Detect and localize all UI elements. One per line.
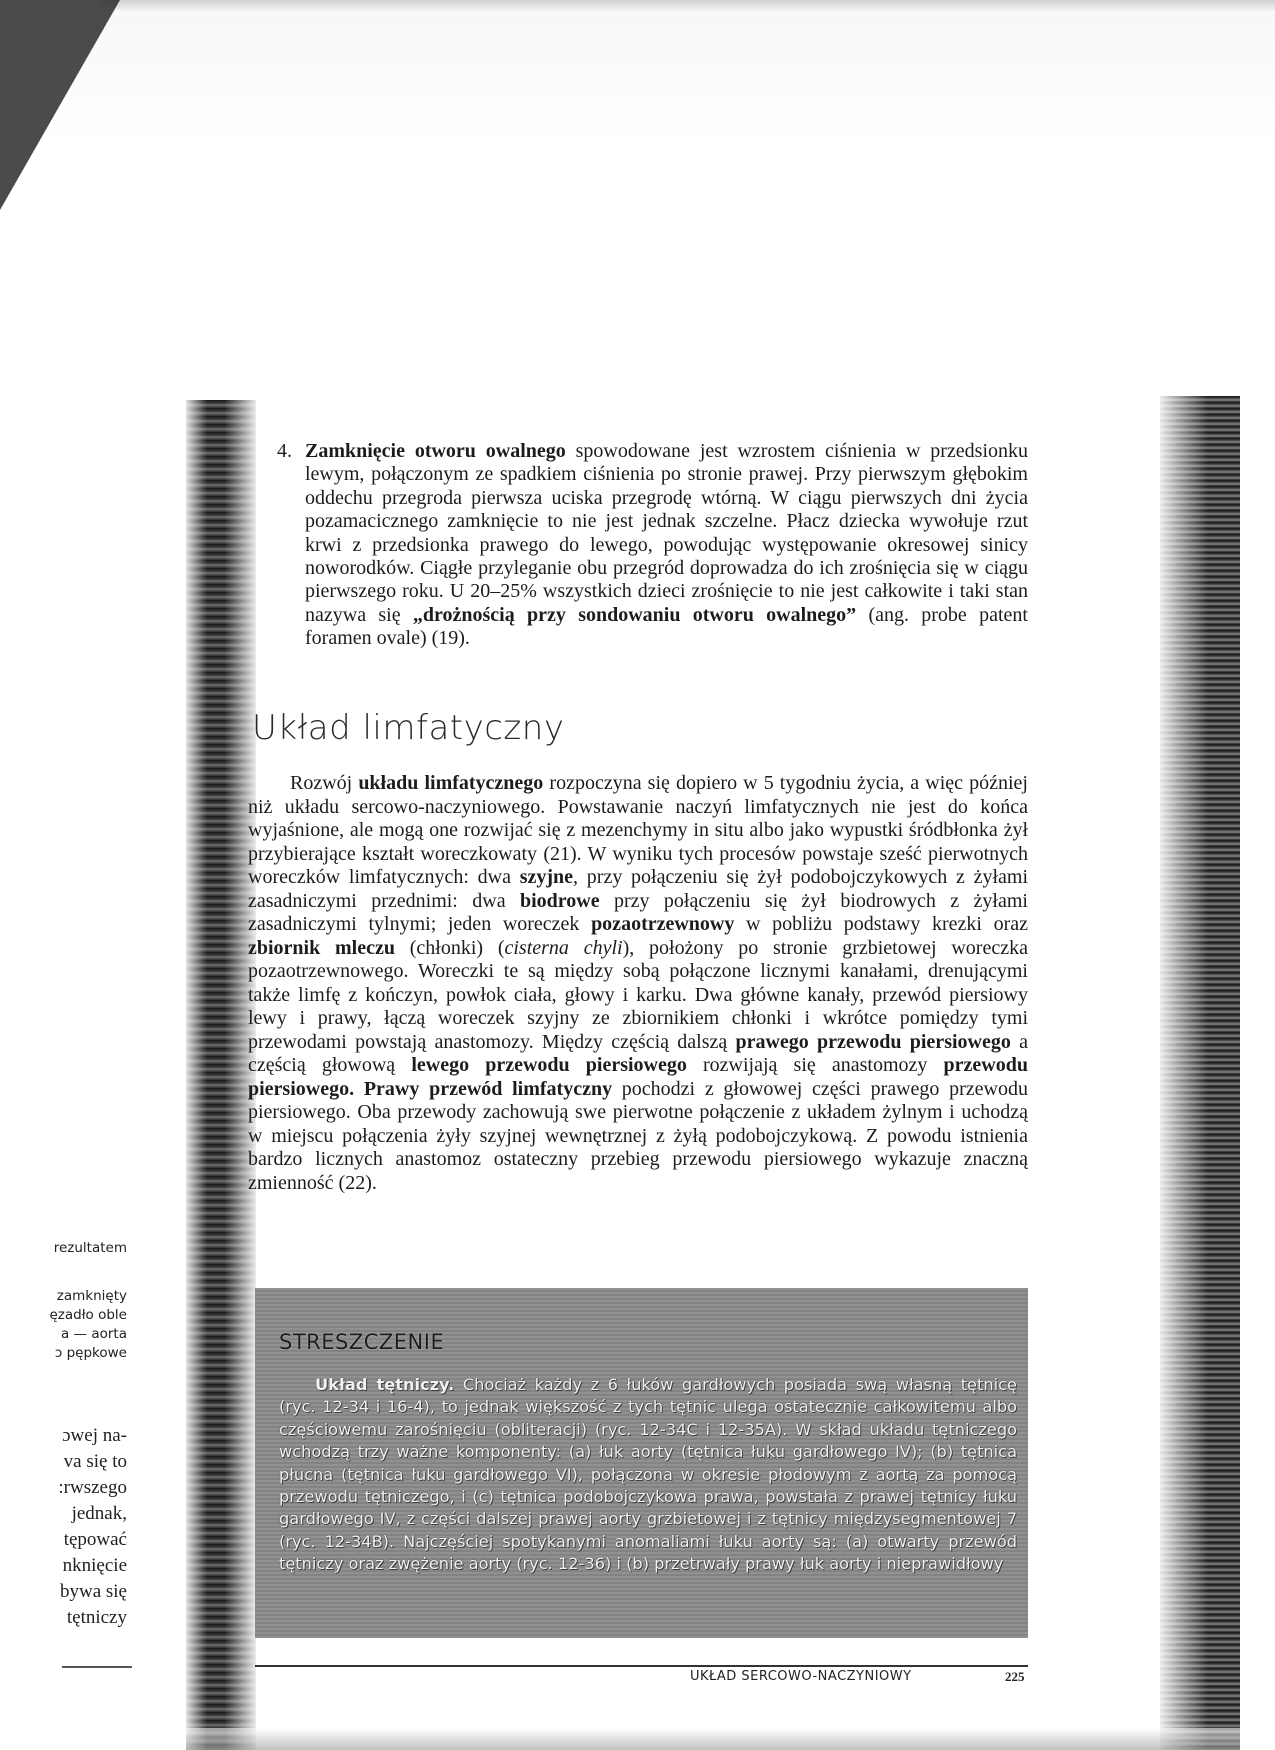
text-run: przy połączeniu się żył biodrowych z żyłami zasadniczymi tylnymi; jeden woreczek xyxy=(248,889,1028,935)
footer-section-title: UKŁAD SERCOWO-NACZYNIOWY xyxy=(690,1669,912,1684)
summary-box xyxy=(255,1288,1028,1638)
footer-rule xyxy=(255,1665,1028,1667)
summary-title: STRESZCZENIE xyxy=(279,1330,445,1354)
bold-term: pozaotrzewnowy xyxy=(591,913,735,935)
binding-shadow-left xyxy=(186,400,256,1750)
left-page-fragment: nknięcie xyxy=(62,1555,127,1576)
italic-term: cisterna chyli xyxy=(504,936,623,959)
bold-term: szyjne xyxy=(519,866,574,888)
text-run: a częścią głowową xyxy=(248,1030,1028,1076)
left-page-fragment: rezultatem xyxy=(53,1240,127,1256)
item-4-paragraph xyxy=(255,440,1028,651)
left-page-fragment: ęzadło oble xyxy=(49,1307,127,1323)
left-page-fragment: jednak, xyxy=(71,1503,127,1524)
text-run: Rozwój xyxy=(290,772,359,794)
left-page-fragment: ɔwej na- xyxy=(62,1425,127,1446)
bold-term: układu limfatycznego xyxy=(358,772,544,794)
page-number: 225 xyxy=(1005,1669,1025,1684)
folded-corner xyxy=(0,0,120,210)
left-page-fragment: zamknięty xyxy=(56,1288,127,1304)
text-run: (chłonki) ( xyxy=(394,936,505,959)
left-page-fragment: tępować xyxy=(63,1529,127,1550)
summary-body: Chociaż każdy z 6 łuków gardłowych posiada swą własną tętnicę (ryc. 12-34 i 16-4), to jednak większość z tych tętnic ulega ostatecznie całkowitemu albo częściowemu zarośnięciu (obliteracji) (ryc. 12-34C i 12-35A). W skład układu tętniczego wchodzą trzy ważne komponenty: (a) łuk aorty (tętnica łuku gardłowego IV); (b) tętnica płucna (tętnica łuku gardłowego VI), połączona w okresie płodowym z aortą za pomocą przewodu tętniczego, i (c) tętnica podobojczykowa prawa, powstała z prawej tętnicy łuku gardłowego IV, z części dalszej prawej aorty grzbietowej i z tętnicy międzysegmentowej 7 (ryc. 12-34B). Najczęściej spotykanymi anomaliami łuku aorty są: (a) otwarty przewód tętniczy oraz zwężenie aorty (ryc. 12-36) i (b) przetrwały prawy łuk aorty i nieprawidłowy xyxy=(279,1375,1017,1574)
text-run: w pobliżu podstawy krezki oraz xyxy=(734,913,1028,935)
bold-term: przewodu piersiowego. xyxy=(248,1054,1028,1100)
bold-term: Prawy przewód limfatyczny xyxy=(363,1077,613,1100)
item-4-lead: Zamknięcie otworu owalnego xyxy=(305,440,566,462)
item-4-term: „drożnością przy sondowaniu otworu owalnego” xyxy=(412,603,857,626)
bold-term: prawego przewodu piersiowego xyxy=(735,1030,1011,1053)
text-run: , przy połączeniu się żył podobojczykowych z żyłami zasadniczymi przednimi: dwa xyxy=(248,866,1028,912)
item-number: 4. xyxy=(277,440,292,462)
left-page-fragment: bywa się xyxy=(59,1581,127,1602)
bold-term: zbiornik mleczu xyxy=(248,936,395,959)
text-run: pochodzi z głowowej części prawego przewodu piersiowego. Oba przewody zachowują swe pierwotne połączenie z układem żylnym i uchodzą w miejscu połączenia żyły szyjnej wewnętrznej z żyłą podobojczykową. Z powodu istnienia bardzo licznych anastomoz ostateczny przebieg przewodu piersiowego wykazuje znaczną zmienność (22). xyxy=(248,1077,1028,1194)
left-page-rule xyxy=(62,1666,132,1668)
bold-term: biodrowe xyxy=(519,889,600,912)
scan-shadow-right xyxy=(1160,396,1240,1750)
scan-shadow-bottom xyxy=(186,1728,1240,1750)
text-run: rozwijają się anastomozy xyxy=(686,1054,944,1076)
scan-top-edge xyxy=(100,0,1275,14)
left-page-fragment: tętniczy xyxy=(66,1607,127,1628)
left-page-fragment: ɔ pępkowe xyxy=(54,1345,127,1361)
lymphatic-paragraph xyxy=(248,772,1028,1195)
item-4-text-end: (ang. probe patent foramen ovale) (19). xyxy=(305,603,1028,650)
left-page-fragment: :rwszego xyxy=(58,1477,127,1498)
section-heading: Układ limfatyczny xyxy=(252,708,565,748)
text-run xyxy=(354,1078,364,1100)
text-run: rozpoczyna się dopiero w 5 tygodniu życia, a więc później niż układu sercowo-naczyniowego. Powstawanie naczyń limfatycznych nie jest do końca wyjaśnione, ale mogą one rozwijać się z mezenchymy in situ albo jako wypustki śródbłonka żył przybierające kształt woreczkowaty (21). W wyniku tych procesów powstaje sześć pierwotnych woreczków limfatycznych: dwa xyxy=(248,772,1028,888)
summary-text xyxy=(279,1374,1017,1576)
text-run: ), położony po stronie grzbietowej woreczka pozaotrzewnowego. Woreczki te są między sobą połączone licznymi kanałami, drenującymi także limfę z kończyn, powłok ciała, głowy i karku. Dwa główne kanały, przewód piersiowy lewy i prawy, łączą woreczek szyjny ze zbiornikiem chłonki i wkrótce pomiędzy tymi przewodami powstają anastomozy. Między częścią dalszą xyxy=(248,936,1028,1053)
summary-lead: Układ tętniczy. xyxy=(315,1375,455,1394)
left-page-fragment: va się to xyxy=(63,1451,127,1472)
left-page-fragment: a — aorta xyxy=(60,1326,127,1342)
item-4-text: spowodowane jest wzrostem ciśnienia w przedsionku lewym, połączonym ze spadkiem ciśnienia po stronie prawej. Przy pierwszym głębokim oddechu przegroda pierwsza uciska przegrodę wtórną. W ciągu pierwszych dni życia pozamacicznego zamknięcie to nie jest jednak szczelne. Płacz dziecka wywołuje rzut krwi z przedsionka prawego do lewego, powodując występowanie okresowej sinicy noworodków. Ciągłe przyleganie obu przegród doprowadza do ich zrośnięcia się w ciągu pierwszego roku. U 20–25% wszystkich dzieci zrośnięcie to nie jest całkowite i taki stan nazywa się xyxy=(305,440,1029,626)
bold-term: lewego przewodu piersiowego xyxy=(411,1054,687,1076)
